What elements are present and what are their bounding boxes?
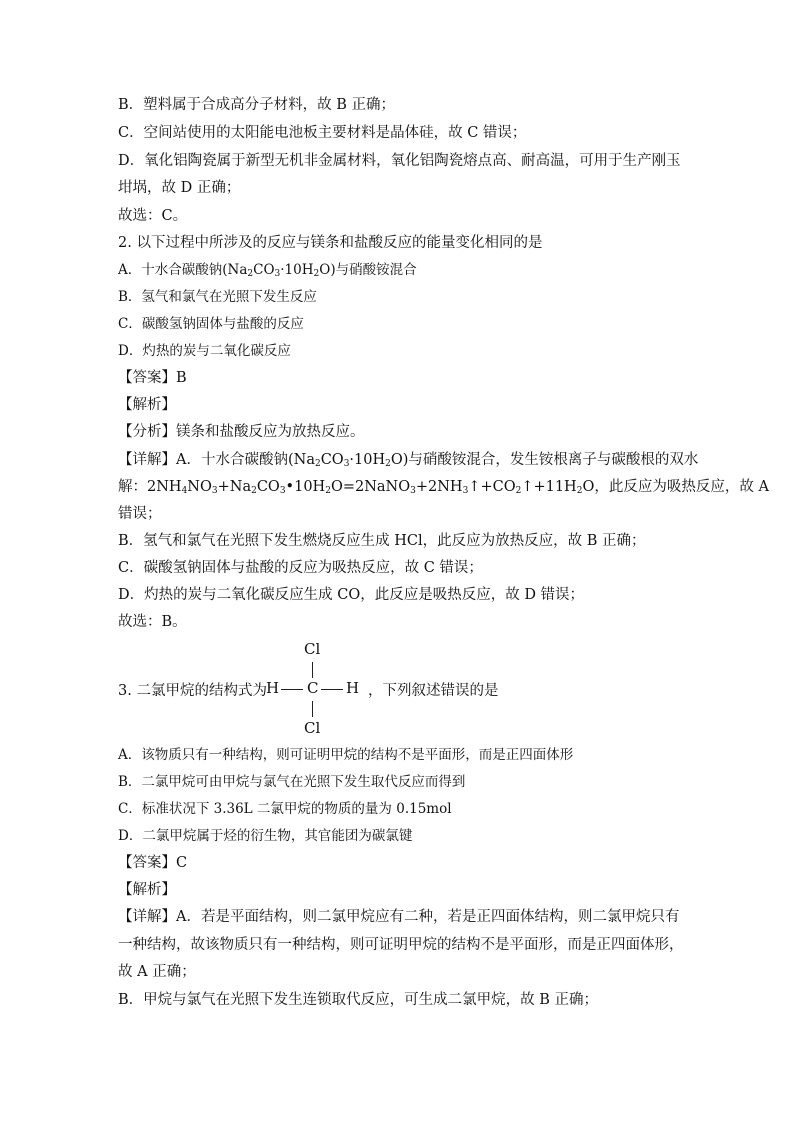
- question-2-option-c: C．碳酸氢钠固体与盐酸的反应: [118, 316, 304, 332]
- question-3-option-a: A．该物质只有一种结构，则可证明甲烷的结构不是平面形，而是正四面体形: [118, 747, 574, 763]
- analysis-heading-2: 【解析】: [118, 397, 176, 413]
- answer-selection-2: 故选：B。: [118, 614, 187, 630]
- answer-2: 【答案】B: [118, 370, 187, 386]
- question-3-option-c: C．标准状况下 3.36L 二氯甲烷的物质的量为 0.15mol: [118, 801, 452, 817]
- detail-2-b: B．氢气和氯气在光照下发生燃烧反应生成 HCl，此反应为放热反应，故 B 正确；: [118, 533, 646, 549]
- detail-3-a-line1: 【详解】A．若是平面结构，则二氯甲烷应有二种，若是正四面体结构，则二氯甲烷只有: [118, 909, 680, 925]
- chlorine-top: Cl: [304, 640, 321, 658]
- question-3-stem-prefix: 3. 二氯甲烷的结构式为: [118, 683, 267, 699]
- structural-formula-line: [118, 640, 638, 740]
- question-3-option-d: D．二氯甲烷属于烃的衍生物，其官能团为碳氯键: [118, 828, 413, 844]
- explanation-line-d: D．氧化铝陶瓷属于新型无机非金属材料，氧化铝陶瓷熔点高、耐高温，可用于生产刚玉: [118, 153, 681, 169]
- question-2-stem: 2. 以下过程中所涉及的反应与镁条和盐酸反应的能量变化相同的是: [118, 235, 543, 251]
- bond-bottom: [312, 701, 313, 717]
- analysis-2: 【分析】镁条和盐酸反应为放热反应。: [118, 424, 365, 440]
- chlorine-bottom: Cl: [304, 719, 321, 737]
- bond-right: [321, 689, 343, 690]
- hydrogen-right: H: [346, 679, 360, 697]
- detail-3-a-line3: 故 A 正确；: [118, 964, 196, 980]
- detail-2-a: 【详解】A．十水合碳酸钠$(Na_2CO_3\cdot 10H_2O)$与硝酸铵混合，发生铵根离子与碳酸根的双水: [118, 452, 699, 469]
- analysis-heading-3: 【解析】: [118, 882, 176, 898]
- answer-selection-1: 故选：C。: [118, 208, 188, 224]
- explanation-line-b: B．塑料属于合成高分子材料，故 B 正确；: [118, 97, 396, 113]
- explanation-line-d-cont: 坩埚，故 D 正确；: [118, 180, 241, 196]
- question-2-option-a: A．十水合碳酸钠$(Na_2CO_3\cdot 10H_2O)$与硝酸铵混合: [118, 262, 417, 279]
- question-3-stem-suffix: ，下列叙述错误的是: [368, 683, 499, 699]
- chemical-equation: 解：$2NH_4NO_3+Na_2CO_3•10H_2O=2NaNO_3+2NH_3↑+CO_2↑+11H_2O$，此反应为吸热反应，故 A: [118, 479, 769, 496]
- explanation-line-c: C．空间站使用的太阳能电池板主要材料是晶体硅，故 C 错误；: [118, 125, 527, 141]
- question-2-option-d: D．灼热的炭与二氧化碳反应: [118, 343, 291, 359]
- detail-2-d: D．灼热的炭与二氧化碳反应生成 CO，此反应是吸热反应，故 D 错误；: [118, 587, 585, 603]
- bond-left: [281, 689, 303, 690]
- detail-2-c: C．碳酸氢钠固体与盐酸的反应为吸热反应，故 C 错误；: [118, 560, 483, 576]
- detail-3-a-line2: 一种结构，故该物质只有一种结构，则可证明甲烷的结构不是平面形，而是正四面体形，: [118, 937, 684, 953]
- carbon-center: C: [307, 679, 319, 697]
- question-3-option-b: B．二氯甲烷可由甲烷与氯气在光照下发生取代反应而得到: [118, 774, 466, 790]
- hydrogen-left: H: [266, 679, 280, 697]
- bond-top: [312, 662, 313, 678]
- detail-2-a-end: 错误；: [118, 506, 162, 522]
- question-2-option-b: B．氢气和氯气在光照下发生反应: [118, 289, 317, 305]
- detail-3-b: B．甲烷与氯气在光照下发生连锁取代反应，可生成二氯甲烷，故 B 正确；: [118, 992, 599, 1008]
- answer-3: 【答案】C: [118, 855, 188, 871]
